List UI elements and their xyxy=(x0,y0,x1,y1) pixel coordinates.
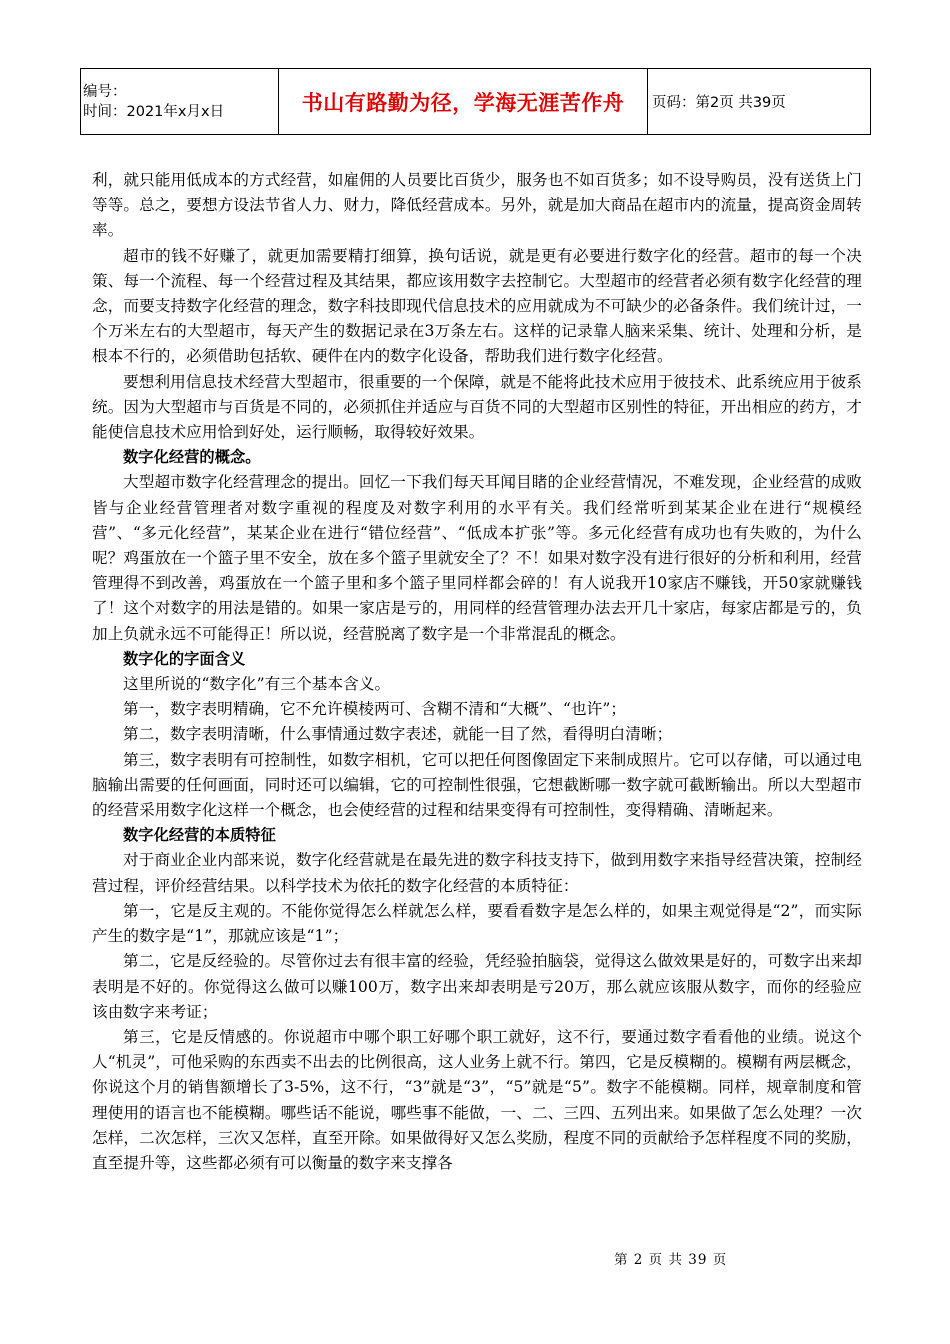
page-footer-number: 第 2 页 共 39 页 xyxy=(614,1252,728,1268)
section-heading: 数字化经营的本质特征 xyxy=(123,826,276,845)
paragraph: 大型超市数字化经营理念的提出。回忆一下我们每天耳闻目睹的企业经营情况，不难发现，企业经营的成败皆与企业经营管理者对数字重视的程度及对数字利用的水平有关。我们经常听到某某企业在进行“规模经营”、“多元化经营”，某某企业在进行“错位经营”、“低成本扩张”等。多元化经营有成功也有失败的，为什么呢？鸡蛋放在一个篮子里不安全，放在多个篮子里就安全了？不！如果对数字没有进行很好的分析和利用，经营管理得不到改善，鸡蛋放在一个篮子里和多个篮子里同样都会碎的！有人说我开10家店不赚钱，开50家就赚钱了！这个对数字的用法是错的。如果一家店是亏的，用同样的经营管理办法去开几十家店，每家店都是亏的，负加上负就永远不可能得正！所以说，经营脱离了数字是一个非常混乱的概念。 xyxy=(92,473,862,643)
paragraph: 第二，它是反经验的。尽管你过去有很丰富的经验，凭经验拍脑袋，觉得这么做效果是好的，可数字出来却表明是不好的。你觉得这么做可以赚100万，数字出来却表明是亏20万，那么就应该服从数字，而你的经验应该由数字来考证； xyxy=(92,952,862,1021)
paragraph: 超市的钱不好赚了，就更加需要精打细算，换句话说，就是更有必要进行数字化的经营。超市的每一个决策、每一个流程、每一个经营过程及其结果，都应该用数字去控制它。大型超市的经营者必须有数字化经营的理念，而要支持数字化经营的理念，数字科技即现代信息技术的应用就成为不可缺少的必备条件。我们统计过，一个万米左右的大型超市，每天产生的数据记录在3万条左右。这样的记录靠人脑来采集、统计、处理和分析，是根本不行的，必须借助包括软、硬件在内的数字化设备，帮助我们进行数字化经营。 xyxy=(92,246,862,366)
section-heading: 数字化经营的概念。 xyxy=(123,448,261,467)
paragraph: 第一，数字表明精确，它不允许模棱两可、含糊不清和“大概”、“也许”； xyxy=(123,700,627,719)
document-time-label: 时间：2021年x月x日 xyxy=(83,103,225,120)
paragraph: 对于商业企业内部来说，数字化经营就是在最先进的数字科技支持下，做到用数字来指导经营决策，控制经营过程，评价经营结果。以科学技术为依托的数字化经营的本质特征： xyxy=(92,851,862,895)
paragraph: 第三，它是反情感的。你说超市中哪个职工好哪个职工就好，这不行，要通过数字看看他的业绩。说这个人“机灵”，可他采购的东西卖不出去的比例很高，这人业务上就不行。第四，它是反模糊的。模糊有两层概念，你说这个月的销售额增长了3-5%，这不行，“3”就是“3”，“5”就是“5”。数字不能模糊。同样，规章制度和管理使用的语言也不能模糊。哪些话不能说，哪些事不能做，一、二、三四、五列出来。如果做了怎么处理？一次怎样，二次怎样，三次又怎样，直至开除。如果做得好又怎么奖励，程度不同的贡献给予怎样程度不同的奖励，直至提升等，这些都必须有可以衡量的数字来支撑各 xyxy=(92,1027,862,1172)
paragraph: 这里所说的“数字化”有三个基本含义。 xyxy=(123,675,391,694)
document-number-label: 编号： xyxy=(83,83,127,100)
section-heading: 数字化的字面含义 xyxy=(123,649,246,668)
paragraph: 第二，数字表明清晰，什么事情通过数字表述，就能一目了然，看得明白清晰； xyxy=(123,725,673,744)
paragraph: 第三，数字表明有可控制性，如数字相机，它可以把任何图像固定下来制成照片。它可以存储，可以通过电脑输出需要的任何画面，同时还可以编辑，它的可控制性很强，它想截断哪一数字就可截断输出。所以大型超市的经营采用数字化这样一个概念，也会使经营的过程和结果变得有可控制性，变得精确、清晰起来。 xyxy=(92,750,862,820)
document-header xyxy=(80,68,871,135)
paragraph: 利，就只能用低成本的方式经营，如雇佣的人员要比百货少，服务也不如百货多；如不设导购员，没有送货上门等等。总之，要想方设法节省人力、财力，降低经营成本。另外，就是加大商品在超市内的流量，提高资金周转率。 xyxy=(92,171,862,240)
document-body xyxy=(92,168,862,1176)
header-motto: 书山有路勤为径，学海无涯苦作舟 xyxy=(301,90,625,115)
paragraph: 要想利用信息技术经营大型超市，很重要的一个保障，就是不能将此技术应用于彼技术、此系统应用于彼系统。因为大型超市与百货是不同的，必须抓住并适应与百货不同的大型超市区别性的特征，开出相应的药方，才能使信息技术应用恰到好处，运行顺畅，取得较好效果。 xyxy=(92,372,862,442)
header-motto-cell xyxy=(279,69,648,135)
paragraph: 第一，它是反主观的。不能你觉得怎么样就怎么样，要看看数字是怎么样的，如果主观觉得是“2”，而实际产生的数字是“1”，那就应该是“1”； xyxy=(92,901,862,946)
header-meta-cell xyxy=(81,69,279,135)
header-page-info: 页码：第2页 共39页 xyxy=(648,69,871,135)
